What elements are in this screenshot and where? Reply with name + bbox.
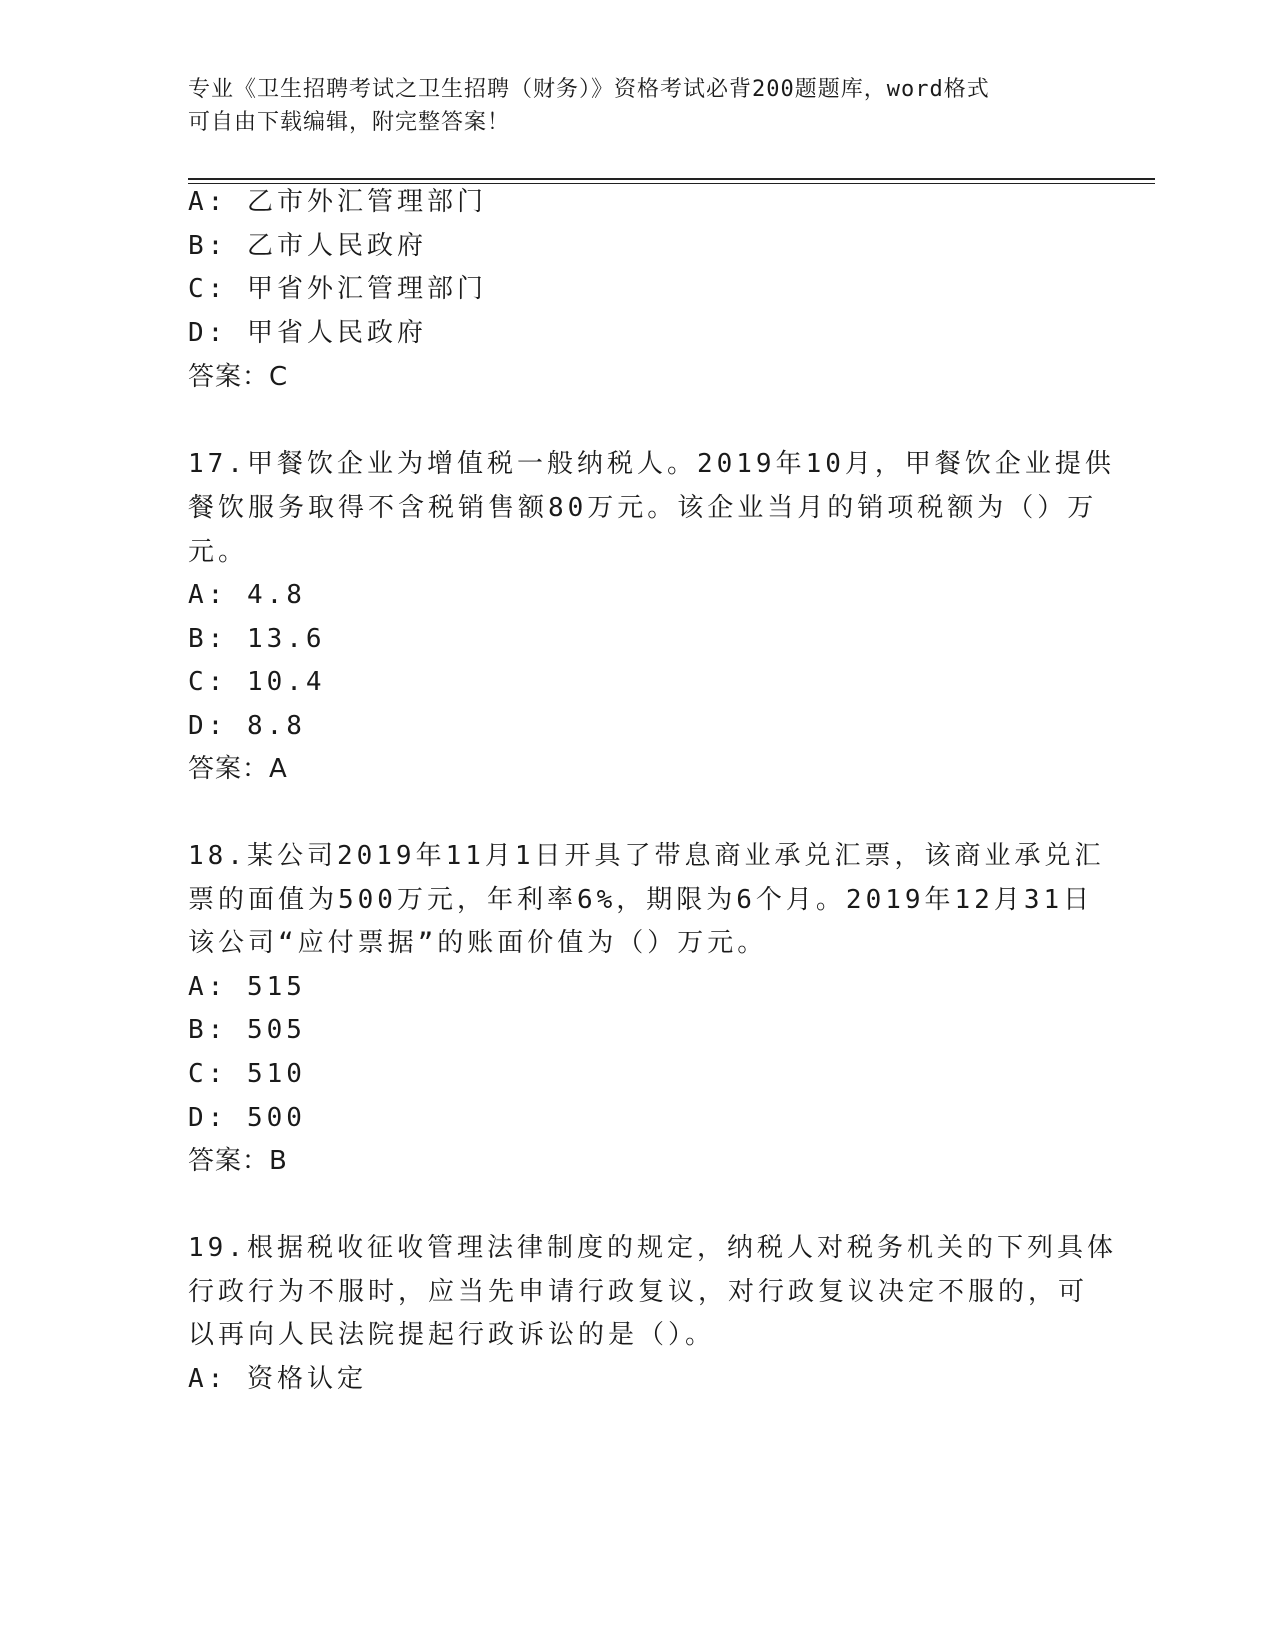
q18-stem-line-1: 18.某公司2019年11月1日开具了带息商业承兑汇票，该商业承兑汇 [188, 841, 1105, 871]
q16-option-b: B: 乙市人民政府 [188, 231, 427, 261]
q18-option-c: C: 510 [188, 1059, 306, 1089]
q17-stem-line-2: 餐饮服务取得不含税销售额80万元。该企业当月的销项税额为（）万 [188, 493, 1098, 523]
q19-stem-line-1: 19.根据税收征收管理法律制度的规定，纳税人对税务机关的下列具体 [188, 1233, 1117, 1263]
q16-option-c: C: 甲省外汇管理部门 [188, 274, 487, 304]
q18-option-d: D: 500 [188, 1103, 306, 1133]
q18-option-a: A: 515 [188, 972, 306, 1002]
q19-option-a: A: 资格认定 [188, 1364, 367, 1394]
q17-stem-line-1: 17.甲餐饮企业为增值税一般纳税人。2019年10月，甲餐饮企业提供 [188, 449, 1115, 479]
q16-option-d: D: 甲省人民政府 [188, 318, 427, 348]
q17-option-a: A: 4.8 [188, 580, 306, 610]
q17-option-b: B: 13.6 [188, 624, 326, 654]
q17-stem-line-3: 元。 [188, 537, 249, 567]
q19-stem-line-2: 行政行为不服时，应当先申请行政复议，对行政复议决定不服的，可 [188, 1277, 1089, 1307]
q19-stem-line-3: 以再向人民法院提起行政诉讼的是（）。 [188, 1320, 716, 1350]
q17-answer: 答案：A [188, 754, 288, 784]
q18-answer: 答案：B [188, 1146, 288, 1176]
q18-stem-line-2: 票的面值为500万元，年利率6%，期限为6个月。2019年12月31日 [188, 885, 1094, 915]
header-divider [188, 178, 1155, 180]
q18-stem-line-3: 该公司“应付票据”的账面价值为（）万元。 [188, 928, 768, 958]
q17-option-d: D: 8.8 [188, 711, 306, 741]
q18-option-b: B: 505 [188, 1015, 306, 1045]
document-title-line-2: 可自由下载编辑，附完整答案！ [188, 110, 511, 135]
q16-option-a: A: 乙市外汇管理部门 [188, 187, 487, 217]
q16-answer: 答案：C [188, 362, 289, 392]
q17-option-c: C: 10.4 [188, 667, 326, 697]
document-title-line-1: 专业《卫生招聘考试之卫生招聘（财务）》资格考试必背200题题库，word格式 [188, 77, 990, 102]
